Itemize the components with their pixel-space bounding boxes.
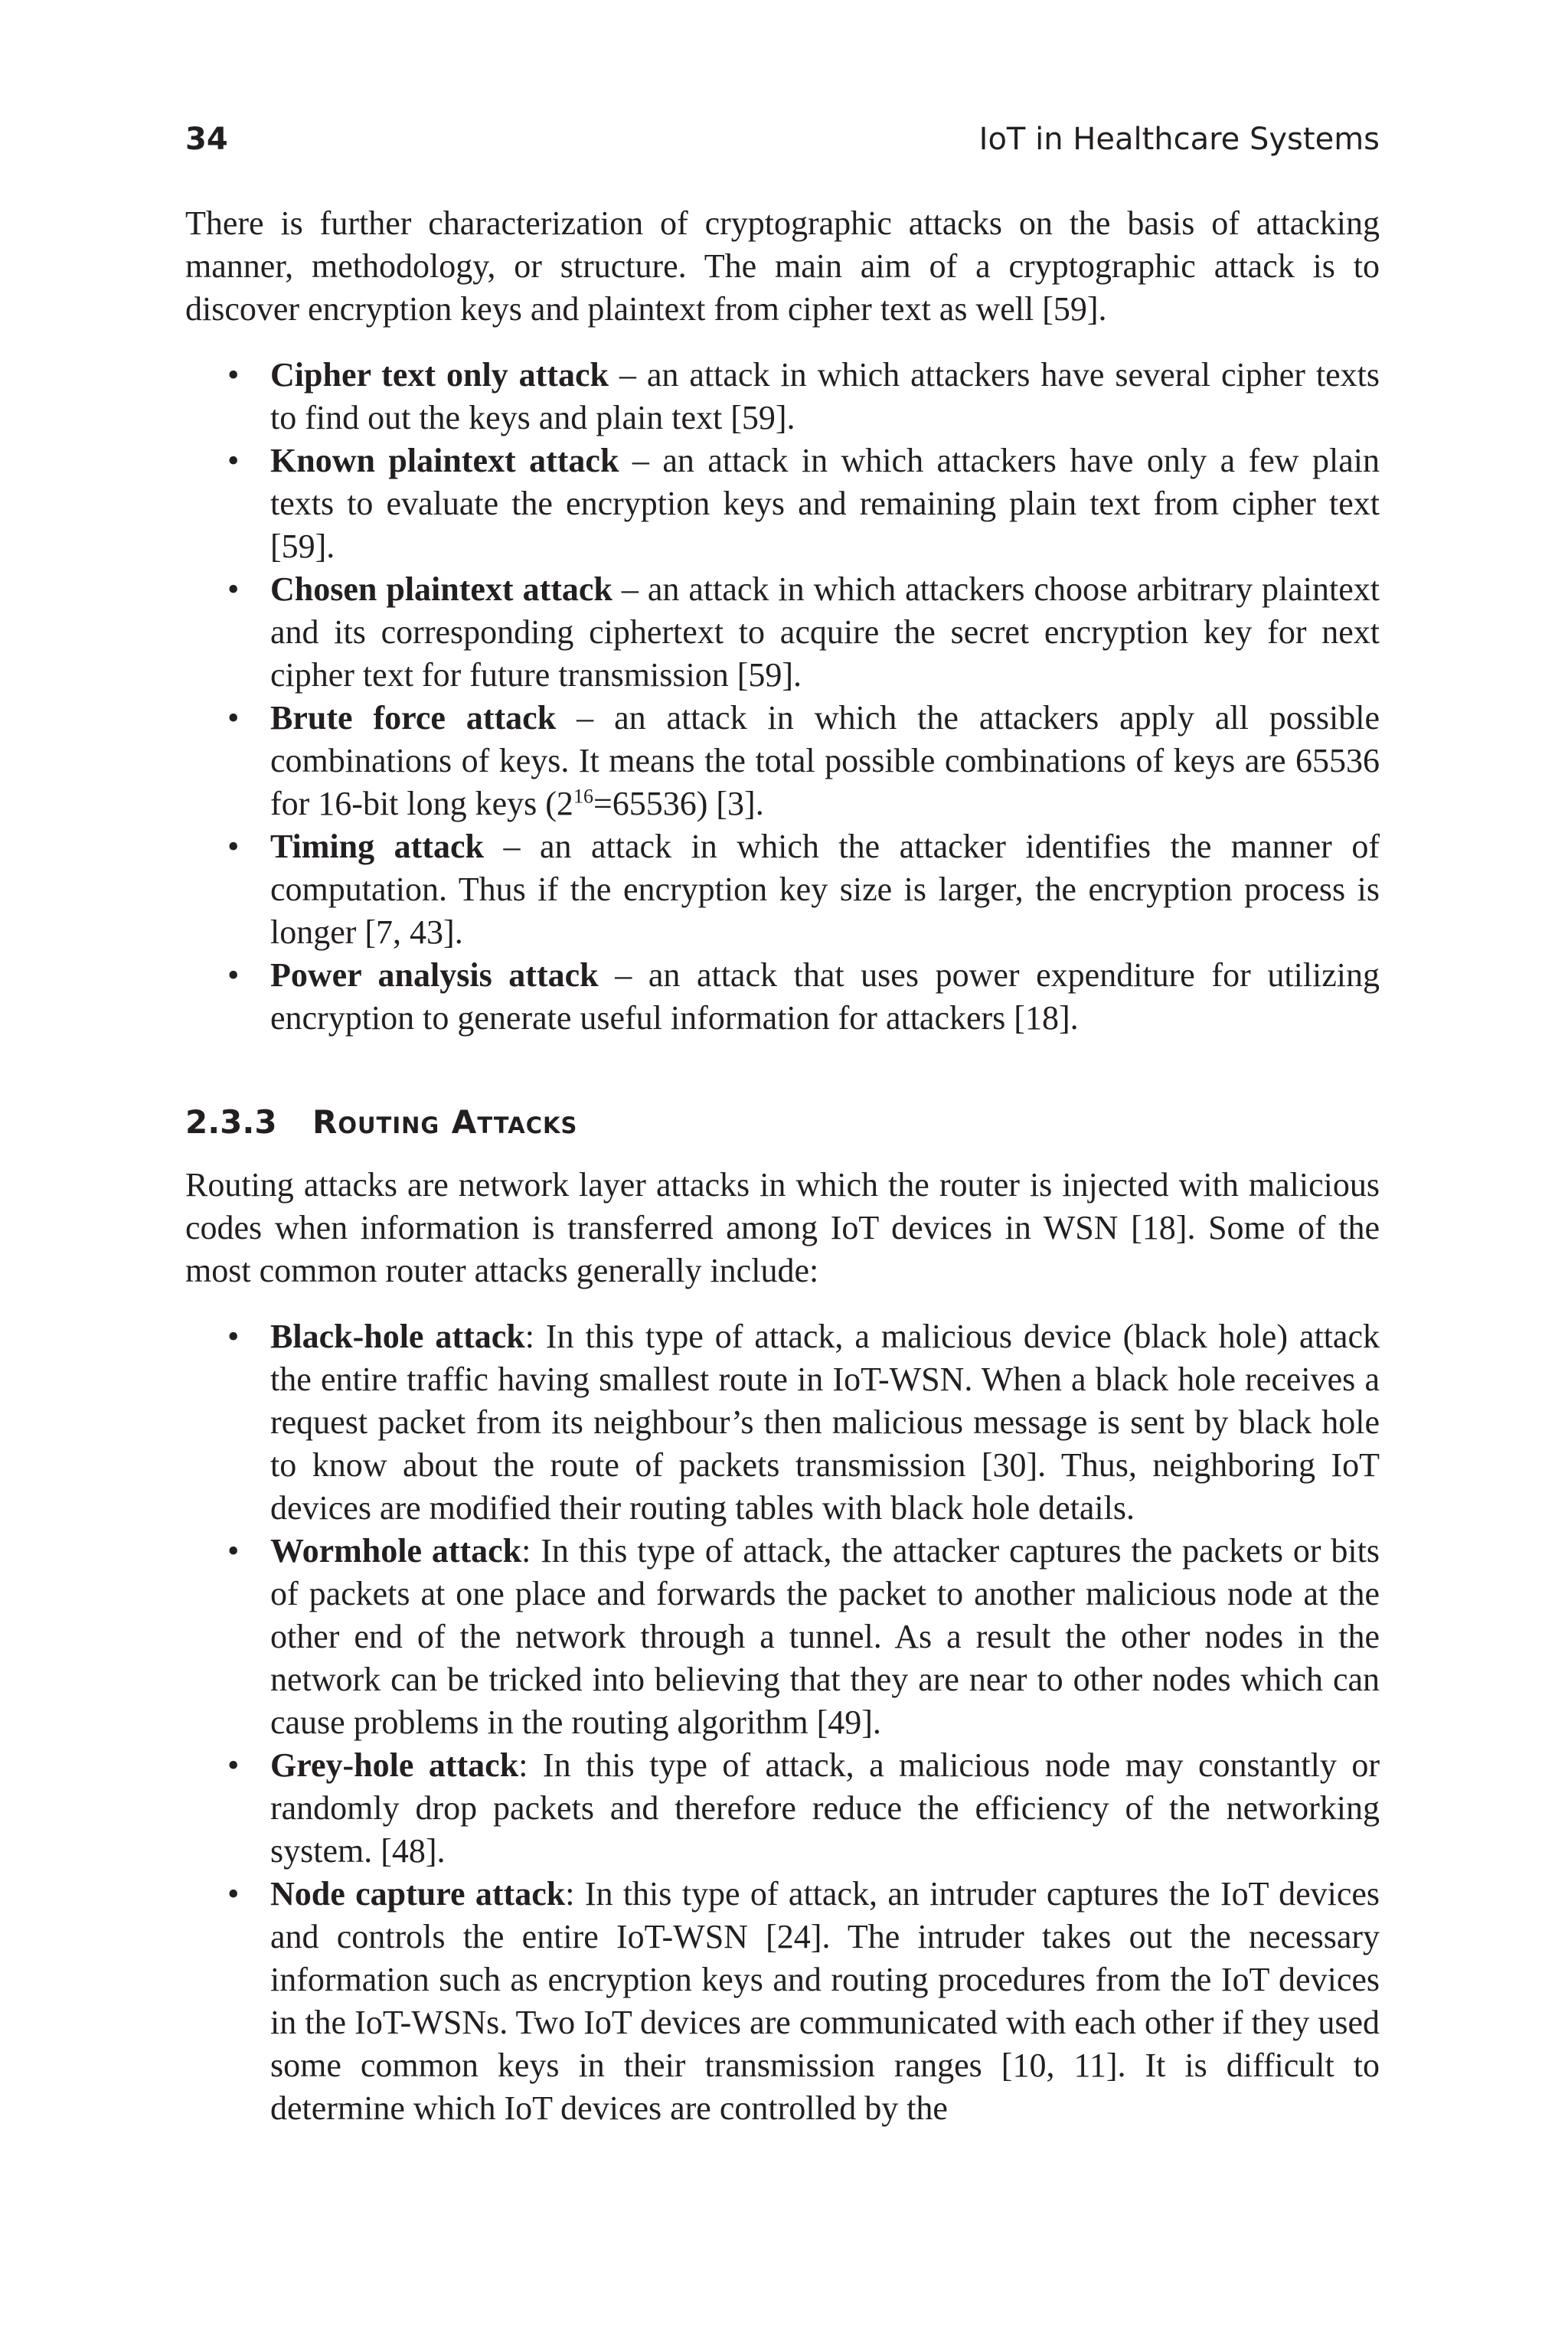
section-number: 2.3.3 bbox=[185, 1103, 277, 1141]
item-text: – an attack in which attackers choose arbitrary plaintext and its corresponding ciphertext to acquire the secret encryption key for next cipher text for future transmission [59]. bbox=[270, 570, 1380, 694]
list-item-cipher-text-only bbox=[185, 354, 1380, 439]
list-item-known-plaintext bbox=[185, 439, 1380, 568]
item-term: Cipher text only attack bbox=[270, 356, 609, 394]
bullet-icon: • bbox=[227, 1532, 240, 1570]
item-term: Brute force attack bbox=[270, 699, 557, 737]
item-text: – an attack that uses power expenditure for utilizing encryption to generate useful information for attackers [18]. bbox=[270, 956, 1380, 1037]
item-term: Known plaintext attack bbox=[270, 442, 619, 479]
bullet-icon: • bbox=[227, 442, 240, 479]
page-number: 34 bbox=[185, 122, 228, 157]
list-item-black-hole bbox=[185, 1315, 1380, 1530]
section-heading bbox=[185, 1101, 1380, 1144]
bullet-icon: • bbox=[227, 356, 240, 394]
item-term: Black-hole attack bbox=[270, 1318, 525, 1355]
crypto-attack-list bbox=[185, 354, 1380, 1040]
item-term: Chosen plaintext attack bbox=[270, 570, 612, 608]
bullet-icon: • bbox=[227, 699, 240, 737]
list-item-timing bbox=[185, 825, 1380, 954]
bullet-icon: • bbox=[227, 828, 240, 865]
routing-attack-list bbox=[185, 1315, 1380, 2130]
item-text: : In this type of attack, a malicious node may constantly or randomly drop packets and therefore reduce the efficiency of the networking system. [48]. bbox=[270, 1746, 1380, 1870]
bullet-icon: • bbox=[227, 1746, 240, 1784]
item-text: – an attack in which the attackers apply all possible combinations of keys. It means the total possible combinations of keys are 65536 for 16-bit long keys (2 bbox=[270, 699, 1380, 822]
list-item-grey-hole bbox=[185, 1744, 1380, 1873]
list-item-wormhole bbox=[185, 1530, 1380, 1744]
item-term: Grey-hole attack bbox=[270, 1746, 519, 1784]
bullet-icon: • bbox=[227, 1875, 240, 1913]
list-item-chosen-plaintext bbox=[185, 568, 1380, 697]
superscript-exponent: 16 bbox=[573, 785, 593, 808]
page bbox=[185, 116, 1380, 2130]
item-text: : In this type of attack, a malicious device (black hole) attack the entire traffic having smallest route in IoT-WSN. When a black hole receives a request packet from its neighbour’s then malicious message is sent by black hole to know about the route of packets transmission [30]. Thus, neighboring IoT devices are modified their routing tables with black hole details. bbox=[270, 1318, 1380, 1527]
item-text: : In this type of attack, an intruder captures the IoT devices and controls the entire IoT-WSN [24]. The intruder takes out the necessary information such as encryption keys and routing procedures from the IoT devices in the IoT-WSNs. Two IoT devices are communicated with each other if they used some common keys in their transmission ranges [10, 11]. It is difficult to determine which IoT devices are controlled by the bbox=[270, 1875, 1380, 2127]
item-text: – an attack in which attackers have only a few plain texts to evaluate the encryption keys and remaining plain text from cipher text [59]. bbox=[270, 442, 1380, 565]
item-term: Timing attack bbox=[270, 828, 484, 865]
item-term: Power analysis attack bbox=[270, 956, 599, 994]
section-title: Routing Attacks bbox=[312, 1103, 578, 1141]
list-item-node-capture bbox=[185, 1873, 1380, 2130]
item-text-after: =65536) [3]. bbox=[593, 785, 764, 822]
bullet-icon: • bbox=[227, 570, 240, 608]
running-head bbox=[185, 116, 1380, 162]
bullet-icon: • bbox=[227, 1318, 240, 1355]
body-text bbox=[185, 202, 1380, 2130]
list-item-brute-force bbox=[185, 697, 1380, 825]
item-term: Node capture attack bbox=[270, 1875, 566, 1913]
item-term: Wormhole attack bbox=[270, 1532, 522, 1570]
intro-paragraph: There is further characterization of cryptographic attacks on the basis of attacking manner, methodology, or structure. The main aim of a cryptographic attack is to discover encryption keys and plaintext from cipher text as well [59]. bbox=[185, 204, 1380, 328]
list-item-power-analysis bbox=[185, 954, 1380, 1040]
item-text: : In this type of attack, the attacker captures the packets or bits of packets at one place and forwards the packet to another malicious node at the other end of the network through a tunnel. As a result the other nodes in the network can be tricked into believing that they are near to other nodes which can cause problems in the routing algorithm [49]. bbox=[270, 1532, 1380, 1741]
item-text: – an attack in which attackers have several cipher texts to find out the keys and plain text [59]. bbox=[270, 356, 1380, 436]
running-title: IoT in Healthcare Systems bbox=[978, 122, 1380, 157]
item-text: – an attack in which the attacker identifies the manner of computation. Thus if the encryption key size is larger, the encryption process is longer [7, 43]. bbox=[270, 828, 1380, 951]
routing-intro-paragraph: Routing attacks are network layer attacks in which the router is injected with malicious codes when information is transferred among IoT devices in WSN [18]. Some of the most common router attacks generally include: bbox=[185, 1166, 1380, 1289]
bullet-icon: • bbox=[227, 956, 240, 994]
